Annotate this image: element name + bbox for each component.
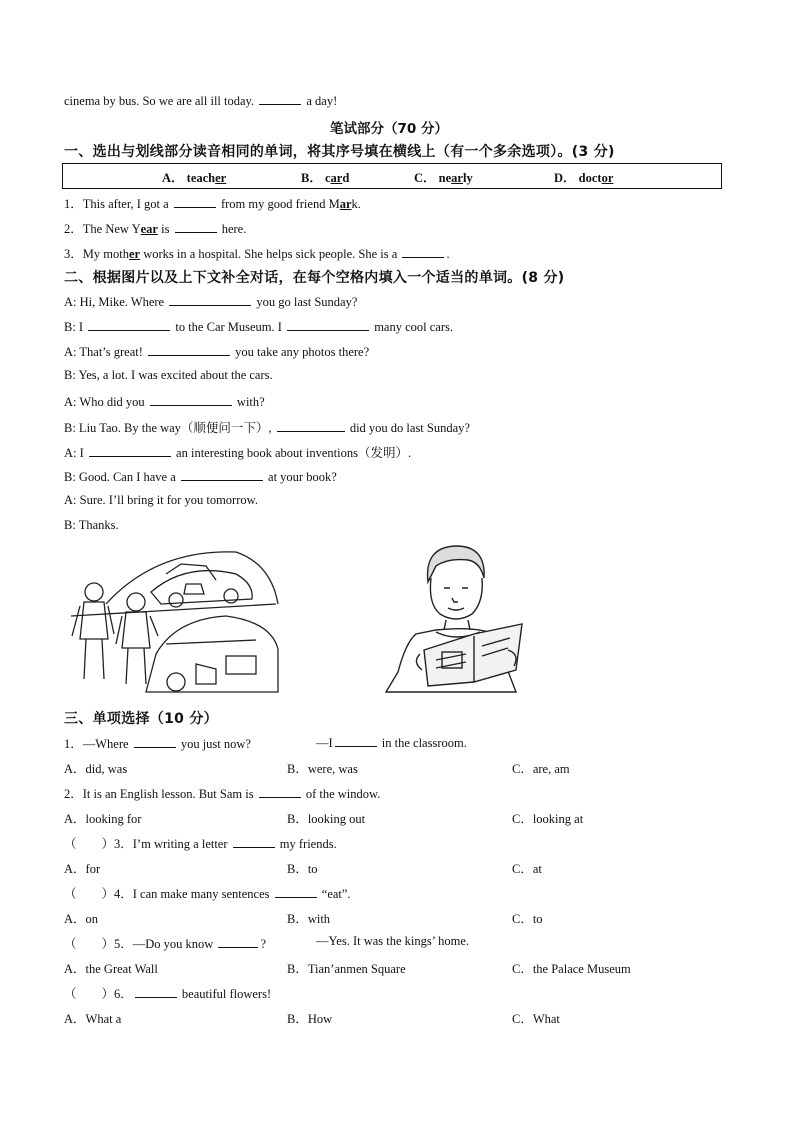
option-b: B． card (301, 171, 350, 185)
answer-blank[interactable] (134, 735, 176, 748)
answer-blank[interactable] (259, 785, 301, 798)
s3-q4-option-a[interactable]: A．on (64, 912, 99, 926)
option-a: A． teacher (162, 171, 227, 185)
s3-q1-option-c[interactable]: C．are, am (512, 762, 570, 776)
s3-question-3: （ ）3．I’m writing a letter my friends. (64, 837, 337, 851)
top-line: cinema by bus. So we are all ill today. a day! (64, 94, 338, 108)
answer-blank[interactable] (275, 885, 317, 898)
s1-question-3: 3．My mother works in a hospital. She helps sick people. She is a . (64, 247, 450, 261)
section1-heading: 一、选出与划线部分读音相同的单词，将其序号填在横线上（有一个多余选项）。(3 分) (64, 144, 615, 160)
dialog-line-8: B: Good. Can I have a at your book? (64, 470, 337, 484)
answer-paren[interactable]: （ ） (64, 987, 115, 1001)
answer-blank[interactable] (402, 245, 444, 258)
answer-blank[interactable] (174, 195, 216, 208)
dialog-line-10: B: Thanks. (64, 518, 119, 532)
answer-blank[interactable] (181, 468, 263, 481)
dialog-line-4: B: Yes, a lot. I was excited about the cars. (64, 368, 273, 382)
answer-blank[interactable] (169, 293, 251, 306)
dialog-line-1: A: Hi, Mike. Where you go last Sunday? (64, 295, 358, 309)
option-d: D． doctor (554, 171, 614, 185)
dialog-line-9: A: Sure. I’ll bring it for you tomorrow. (64, 493, 258, 507)
section3-heading: 三、单项选择（10 分） (64, 711, 218, 727)
s3-q3-option-c[interactable]: C．at (512, 862, 542, 876)
s3-question-1-reply: —I in the classroom. (316, 736, 467, 750)
option-c: C． nearly (414, 171, 473, 185)
s3-q1-option-a[interactable]: A．did, was (64, 762, 128, 776)
dialog-line-5: A: Who did you with? (64, 395, 265, 409)
s3-question-5: （ ）5．—Do you know ? (64, 937, 267, 951)
s3-question-1: 1．—Where you just now? (64, 737, 251, 751)
s3-q3-option-a[interactable]: A．for (64, 862, 101, 876)
answer-blank[interactable] (218, 935, 258, 948)
boy-reading-illustration (376, 542, 528, 694)
s1-question-1: 1．This after, I got a from my good friend Mark. (64, 197, 361, 211)
dialog-line-3: A: That’s great! you take any photos there? (64, 345, 370, 359)
written-part-title: 笔试部分（70 分） (330, 121, 448, 137)
s3-question-5-reply: —Yes. It was the kings’ home. (316, 934, 470, 948)
answer-blank[interactable] (148, 343, 230, 356)
s1-question-2: 2．The New Year is here. (64, 222, 247, 236)
s3-q6-option-a[interactable]: A．What a (64, 1012, 122, 1026)
s3-question-2: 2．It is an English lesson. But Sam is of the window. (64, 787, 381, 801)
dialog-line-6: B: Liu Tao. By the way（顺便问一下）, did you do last Sunday? (64, 421, 470, 435)
answer-blank[interactable] (287, 318, 369, 331)
s3-q5-option-b[interactable]: B．Tian’anmen Square (287, 962, 406, 976)
car-museum-illustration (66, 544, 282, 694)
s3-q6-option-c[interactable]: C．What (512, 1012, 560, 1026)
answer-paren[interactable]: （ ） (64, 837, 115, 851)
dialog-line-2: B: I to the Car Museum. I many cool cars. (64, 320, 453, 334)
options-box (62, 163, 722, 189)
answer-paren[interactable]: （ ） (64, 937, 115, 951)
answer-blank[interactable] (89, 444, 171, 457)
s3-question-4: （ ）4．I can make many sentences “eat”. (64, 887, 351, 901)
section2-heading: 二、根据图片以及上下文补全对话，在每个空格内填入一个适当的单词。(8 分) (64, 270, 565, 286)
answer-blank[interactable] (88, 318, 170, 331)
s3-q2-option-c[interactable]: C．looking at (512, 812, 584, 826)
answer-blank[interactable] (135, 985, 177, 998)
s3-q6-option-b[interactable]: B．How (287, 1012, 333, 1026)
answer-blank[interactable] (277, 419, 345, 432)
answer-blank[interactable] (259, 92, 301, 105)
s3-q1-option-b[interactable]: B．were, was (287, 762, 358, 776)
answer-paren[interactable]: （ ） (64, 887, 115, 901)
answer-blank[interactable] (175, 220, 217, 233)
s3-q4-option-c[interactable]: C．to (512, 912, 543, 926)
s3-question-6: （ ）6． beautiful flowers! (64, 987, 272, 1001)
s3-q4-option-b[interactable]: B．with (287, 912, 331, 926)
s3-q2-option-b[interactable]: B．looking out (287, 812, 366, 826)
answer-blank[interactable] (335, 734, 377, 747)
answer-blank[interactable] (150, 393, 232, 406)
s3-q2-option-a[interactable]: A．looking for (64, 812, 142, 826)
dialog-line-7: A: I an interesting book about inventions（发明）. (64, 446, 412, 460)
answer-blank[interactable] (233, 835, 275, 848)
s3-q5-option-a[interactable]: A．the Great Wall (64, 962, 158, 976)
s3-q5-option-c[interactable]: C．the Palace Museum (512, 962, 631, 976)
s3-q3-option-b[interactable]: B．to (287, 862, 318, 876)
